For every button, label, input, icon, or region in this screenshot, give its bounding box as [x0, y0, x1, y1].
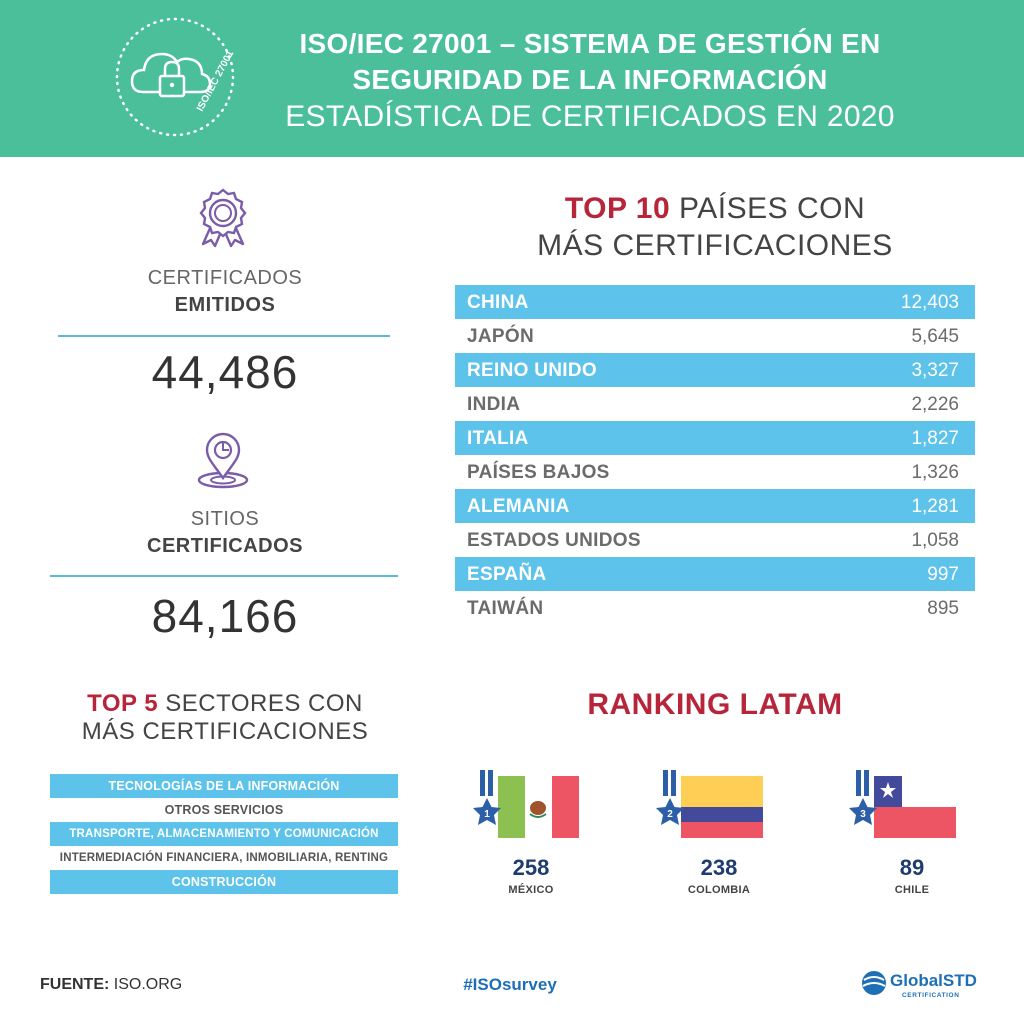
- latam-title: RANKING LATAM: [587, 688, 843, 721]
- source-label: FUENTE:: [40, 976, 110, 993]
- list-item: TECNOLOGÍAS DE LA INFORMACIÓN: [50, 774, 398, 798]
- list-item: OTROS SERVICIOS: [164, 803, 284, 817]
- country-name: ALEMANIA: [467, 496, 570, 517]
- header-title-line2: SEGURIDAD DE LA INFORMACIÓN: [352, 64, 828, 95]
- table-row: [455, 523, 975, 557]
- top10-table: [455, 285, 975, 625]
- latam-value: 89: [899, 855, 925, 880]
- colombia-flag: [655, 770, 765, 850]
- map-pin-icon: [193, 430, 253, 490]
- country-name: TAIWÁN: [467, 598, 544, 619]
- table-row: [455, 319, 975, 353]
- logo-sub-text: CERTIFICATION: [902, 992, 960, 999]
- table-row: [455, 455, 975, 489]
- country-value: 1,827: [911, 428, 959, 449]
- list-item: INTERMEDIACIÓN FINANCIERA, INMOBILIARIA, RENTING: [59, 852, 389, 864]
- certificates-value: 44,486: [151, 346, 299, 398]
- globalstd-logo: [860, 966, 995, 1002]
- table-row: [455, 285, 975, 319]
- latam-value: 258: [512, 855, 550, 880]
- rank-number: 1: [484, 809, 490, 820]
- latam-country: COLOMBIA: [687, 884, 751, 896]
- list-item: CONSTRUCCIÓN: [50, 870, 398, 894]
- table-row: [455, 421, 975, 455]
- top5-title-line2: MÁS CERTIFICACIONES: [81, 718, 369, 745]
- country-value: 5,645: [911, 326, 959, 347]
- sites-value: 84,166: [151, 590, 299, 642]
- list-item: TRANSPORTE, ALMACENAMIENTO Y COMUNICACIÓN: [50, 822, 398, 846]
- latam-value: 238: [700, 855, 738, 880]
- source-value: ISO.ORG: [109, 976, 183, 993]
- country-name: INDIA: [467, 394, 521, 415]
- country-value: 1,326: [911, 462, 959, 483]
- country-value: 12,403: [900, 292, 959, 313]
- rank-number: 2: [667, 809, 673, 820]
- top10-title-line1: [470, 192, 960, 226]
- divider: [58, 335, 390, 337]
- country-name: PAÍSES BAJOS: [467, 462, 610, 483]
- country-value: 997: [927, 564, 959, 585]
- source-note: [40, 976, 182, 994]
- country-name: JAPÓN: [467, 326, 534, 347]
- certificates-label-bold: EMITIDOS: [174, 294, 276, 316]
- hashtag-link[interactable]: #ISOsurvey: [463, 975, 557, 994]
- chile-flag: [848, 770, 958, 850]
- certificates-label: CERTIFICADOS: [147, 267, 303, 289]
- table-row: [455, 489, 975, 523]
- top10-title-rest: PAÍSES CON: [670, 192, 866, 225]
- header-subtitle: ESTADÍSTICA DE CERTIFICADOS EN 2020: [285, 100, 895, 133]
- top5-title-line1: [40, 690, 410, 718]
- top5-title-rest: SECTORES CON: [158, 690, 363, 717]
- country-value: 895: [927, 598, 959, 619]
- header-title-line1: ISO/IEC 27001 – SISTEMA DE GESTIÓN EN: [299, 28, 881, 59]
- table-row: [455, 557, 975, 591]
- logo-main-text: GlobalSTD: [890, 971, 977, 990]
- rank-number: 3: [860, 809, 866, 820]
- country-name: REINO UNIDO: [467, 360, 597, 381]
- country-name: ESTADOS UNIDOS: [467, 530, 641, 551]
- divider: [50, 575, 398, 577]
- country-value: 1,058: [911, 530, 959, 551]
- award-ribbon-icon: [193, 188, 253, 248]
- country-name: CHINA: [467, 292, 529, 313]
- sites-label: SITIOS: [190, 508, 260, 530]
- latam-country: MÉXICO: [508, 884, 554, 896]
- badge-text: ISO/IEC 27001: [194, 48, 237, 114]
- latam-country: CHILE: [894, 884, 930, 896]
- country-name: ITALIA: [467, 428, 529, 449]
- table-row: [455, 387, 975, 421]
- table-row: [455, 353, 975, 387]
- country-value: 1,281: [911, 496, 959, 517]
- top5-title-highlight: TOP 5: [87, 690, 159, 717]
- table-row: [455, 591, 975, 625]
- sectors-list: [50, 774, 398, 894]
- sites-label-bold: CERTIFICADOS: [147, 535, 303, 557]
- top10-title-highlight: TOP 10: [564, 192, 671, 225]
- country-value: 3,327: [911, 360, 959, 381]
- mexico-flag: [472, 770, 582, 850]
- country-name: ESPAÑA: [467, 564, 547, 585]
- top10-title-line2: MÁS CERTIFICACIONES: [537, 229, 893, 262]
- country-value: 2,226: [911, 394, 959, 415]
